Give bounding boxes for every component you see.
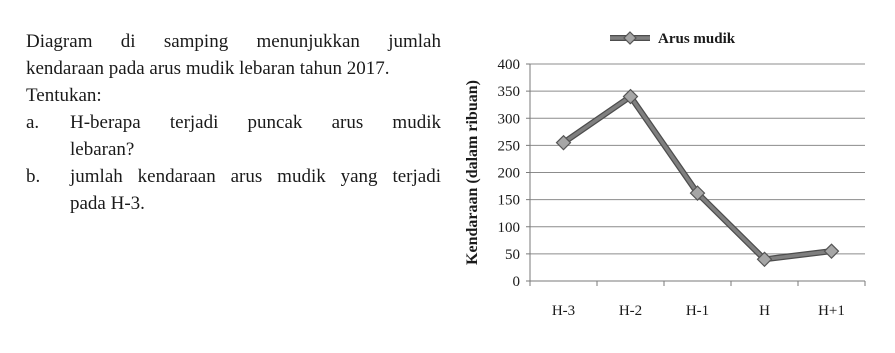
y-tick-label: 350 [497, 84, 520, 101]
y-tick-label: 150 [497, 192, 520, 209]
x-tick-label: H-2 [618, 303, 643, 319]
question-a-marker: a. [26, 112, 40, 133]
intro-line-2: kendaraan pada arus mudik lebaran tahun 2017. [26, 58, 390, 79]
question-b-line-2: pada H-3. [70, 193, 145, 214]
y-tick-label: 200 [497, 165, 520, 182]
y-tick-label: 300 [497, 111, 520, 128]
legend-marker [624, 32, 636, 44]
series-line-outline [564, 97, 832, 260]
x-tick-label: H+1 [818, 303, 845, 319]
y-tick-label: 50 [505, 246, 520, 263]
problem-text [26, 28, 441, 217]
question-a [26, 109, 441, 163]
question-a-line-1: H-berapa terjadi puncak arus mudik [70, 112, 441, 133]
y-axis-title: Kendaraan (dalam ribuan) [464, 80, 481, 265]
intro-line-3: Tentukan: [26, 85, 102, 106]
x-tick-label: H [759, 303, 770, 319]
question-b-marker: b. [26, 166, 41, 187]
legend-label: Arus mudik [658, 31, 736, 47]
question-a-line-2: lebaran? [70, 139, 135, 160]
x-tick-label: H-1 [685, 303, 710, 319]
y-tick-label: 0 [512, 274, 520, 290]
line-chart [455, 18, 885, 343]
data-point [825, 244, 839, 258]
series-line [564, 97, 832, 260]
y-tick-label: 250 [497, 138, 520, 155]
question-b-line-1: jumlah kendaraan arus mudik yang terjadi [70, 166, 441, 187]
question-b [26, 163, 441, 217]
y-tick-label: 400 [497, 57, 520, 73]
y-tick-label: 100 [497, 219, 520, 236]
intro-line-1: Diagram di samping menunjukkan jumlah [26, 31, 441, 52]
chart-svg [455, 18, 885, 338]
x-tick-label: H-3 [551, 303, 576, 319]
